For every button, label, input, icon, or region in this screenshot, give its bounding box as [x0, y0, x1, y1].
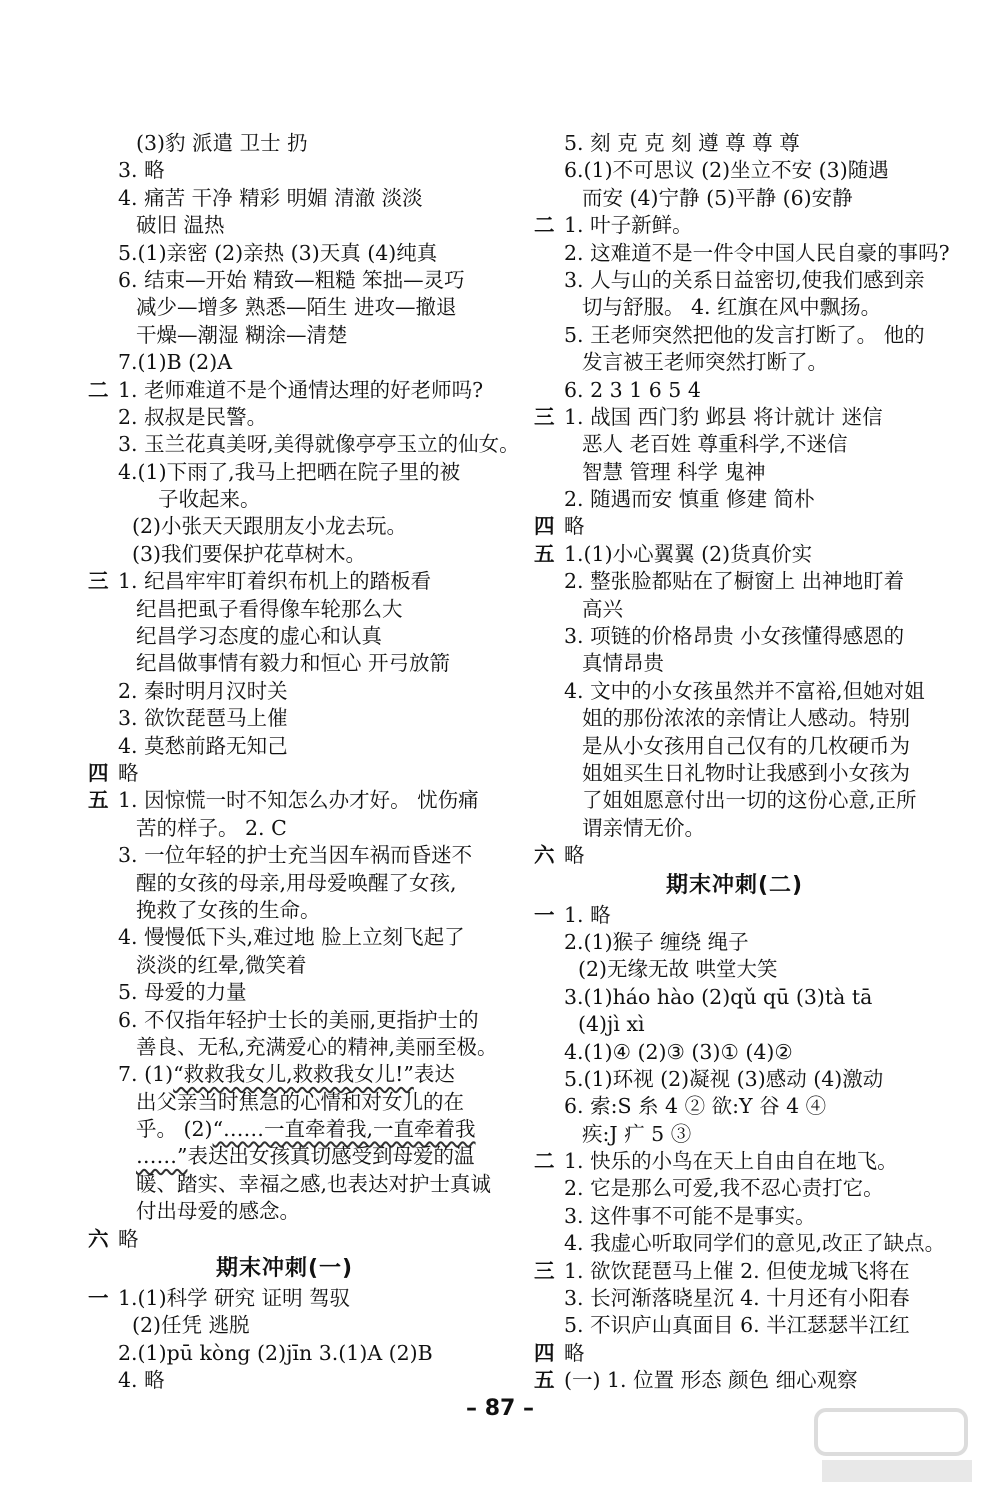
answer-text	[564, 212, 693, 239]
answer-text-main: 减少—增多 熟悉—陌生 进攻—撤退	[136, 295, 457, 320]
answer-text-main: 6. 2 3 1 6 5 4	[564, 377, 701, 402]
answer-text-main: 3. 玉兰花真美呀,美得就像亭亭玉立的仙女。	[118, 432, 520, 457]
answer-line	[88, 157, 483, 184]
answer-text-main: 4. 我虚心听取同学们的意见,改正了缺点。	[564, 1231, 946, 1256]
answer-text	[582, 650, 664, 677]
answer-text	[136, 1034, 498, 1061]
answer-line	[88, 787, 483, 814]
answer-text-main: 略	[564, 843, 585, 868]
answer-text	[564, 1367, 858, 1394]
answer-line	[88, 322, 483, 349]
answer-text-main: (2)小张天天跟朋友小龙去玩。	[132, 514, 408, 539]
answer-line	[534, 294, 954, 321]
answer-text-main: 3. 这件事不可能不是事实。	[564, 1203, 816, 1228]
answer-text	[564, 568, 904, 595]
answer-text-main: 2. 叔叔是民警。	[118, 404, 268, 429]
answer-text	[564, 984, 872, 1011]
answer-line	[88, 1116, 483, 1143]
answer-text	[582, 1121, 691, 1148]
answer-line	[88, 541, 483, 568]
answer-text	[582, 787, 917, 814]
answer-text-main: 6. 索:S 糸 4 ② 欲:Y 谷 4 ④	[564, 1094, 827, 1119]
answer-line	[88, 733, 483, 760]
answer-text-main: 2. 整张脸都贴在了橱窗上 出神地盯着	[564, 569, 905, 594]
answer-text-main: 2.(1)pū kòng (2)jīn 3.(1)A (2)B	[118, 1340, 433, 1365]
answer-line	[534, 1148, 954, 1175]
answer-text-main: 4.(1)下雨了,我马上把晒在院子里的被	[118, 459, 461, 484]
answer-text-main: 3. 略	[118, 158, 165, 183]
answer-text-main: 淡淡的红晕,微笑着	[136, 952, 307, 977]
section-marker: 六	[88, 1226, 109, 1251]
answer-line	[88, 431, 520, 458]
answer-text	[118, 979, 247, 1006]
answer-text-main: 2. 随遇而安 慎重 修建 简朴	[564, 487, 815, 512]
answer-line	[534, 130, 954, 157]
answer-text	[136, 623, 382, 650]
answer-text-rest: 表达出女孩真切感受到母爱的温	[187, 1144, 475, 1169]
answer-line	[534, 1340, 954, 1367]
answer-text	[578, 956, 778, 983]
answer-text	[582, 459, 766, 486]
answer-text	[564, 157, 889, 184]
answer-text-main: 1. 纪昌牢牢盯着织布机上的踏板看	[118, 569, 432, 594]
section-marker: 五	[88, 788, 109, 813]
answer-text	[564, 240, 950, 267]
section-title: 期末冲刺(二)	[666, 872, 804, 898]
answer-text	[118, 1367, 165, 1394]
section-marker: 一	[88, 1286, 109, 1311]
answer-text-main: 2. 秦时明月汉时关	[118, 678, 288, 703]
section-marker: 五	[534, 1368, 555, 1393]
answer-text	[118, 459, 460, 486]
answer-text-main: 疾:J 疒 5 ③	[582, 1121, 692, 1146]
answer-line	[88, 1340, 483, 1367]
answer-line	[534, 349, 954, 376]
answer-line	[88, 1171, 492, 1198]
answer-line	[88, 623, 483, 650]
answer-text	[118, 157, 165, 184]
answer-text	[118, 678, 288, 705]
answer-text	[118, 1061, 455, 1088]
answer-text	[118, 1285, 350, 1312]
watermark-logo	[812, 1404, 977, 1486]
answer-text-main: 切与舒服。 4. 红旗在风中飘扬。	[582, 295, 882, 320]
answer-line	[534, 212, 954, 239]
answer-text	[136, 322, 348, 349]
answer-text	[136, 870, 457, 897]
answer-line	[534, 185, 954, 212]
answer-line	[88, 870, 483, 897]
answer-line	[88, 1143, 483, 1170]
answer-text-main: 5. 母爱的力量	[118, 980, 247, 1005]
answer-text-main: 醒的女孩的母亲,用母爱唤醒了女孩,	[136, 870, 457, 895]
answer-text-main: 3.(1)háo hào (2)qǔ qū (3)tà tā	[564, 984, 873, 1009]
answer-line	[88, 349, 483, 376]
answer-text	[118, 1340, 433, 1367]
answer-text	[136, 897, 321, 924]
answer-text	[136, 1198, 300, 1225]
answer-line	[534, 902, 954, 929]
answer-line	[534, 404, 954, 431]
answer-line	[534, 513, 954, 540]
answer-line	[88, 815, 483, 842]
answer-text-main: 略	[118, 1226, 139, 1251]
answer-text	[564, 929, 749, 956]
answer-line	[534, 568, 954, 595]
answer-text-main: 7. (1)	[118, 1062, 174, 1087]
answer-text	[564, 541, 812, 568]
answer-text-main: 发言被王老师突然打断了。	[582, 350, 828, 375]
answer-line	[534, 1312, 954, 1339]
answer-line	[88, 294, 483, 321]
answer-line	[534, 929, 954, 956]
answer-text	[564, 377, 701, 404]
answer-line	[534, 486, 954, 513]
answer-text	[564, 623, 904, 650]
answer-text	[564, 1148, 898, 1175]
answer-line	[88, 1007, 483, 1034]
answer-line	[534, 733, 954, 760]
answer-text	[136, 815, 287, 842]
answer-text-main: 1. 略	[564, 902, 611, 927]
answer-text-main: (一) 1. 位置 形态 颜色 细心观察	[564, 1368, 858, 1393]
answer-text	[564, 322, 925, 349]
answer-line	[88, 185, 483, 212]
answer-text-main: 而安 (4)宁静 (5)平静 (6)安静	[582, 185, 853, 210]
section-marker: 四	[534, 514, 555, 539]
answer-text-main: 姐的那份浓浓的亲情让人感动。特别	[582, 706, 910, 731]
answer-text-main: (4)jì xì	[578, 1012, 645, 1037]
answer-text	[564, 1093, 826, 1120]
answer-text-main: 付出母爱的感念。	[136, 1199, 300, 1224]
answer-text-main: 子收起来。	[158, 487, 261, 512]
answer-text-main: 4. 莫愁前路无知己	[118, 733, 288, 758]
answer-line	[88, 212, 483, 239]
answer-text-main: 5. 刻 克 克 刻 遵 尊 尊 尊	[564, 131, 800, 155]
answer-line	[534, 1175, 954, 1202]
answer-text	[582, 815, 705, 842]
answer-text	[136, 294, 457, 321]
answer-line	[88, 952, 483, 979]
answer-text-main: (2)无缘无故 哄堂大笑	[578, 957, 778, 982]
section-marker: 二	[534, 1149, 555, 1174]
answer-text-main: 4. 痛苦 干净 精彩 明媚 清澈 淡淡	[118, 185, 423, 210]
answer-line	[88, 1367, 483, 1394]
answer-text-main: 1. 因惊慌一时不知怎么办才好。 忧伤痛	[118, 788, 479, 813]
answer-text	[582, 733, 910, 760]
answer-text-main: 略	[564, 514, 585, 539]
answer-line	[534, 1230, 954, 1257]
answer-line	[88, 486, 483, 513]
answer-line	[88, 596, 483, 623]
answer-text	[136, 130, 308, 157]
answer-line	[534, 815, 954, 842]
answer-text	[118, 349, 232, 376]
quoted-text-wavy-underline: “救救我女儿,救救我女儿!”	[173, 1062, 414, 1087]
answer-text-main: 姐姐买生日礼物时让我感到小女孩为	[582, 760, 910, 785]
right-column	[534, 130, 954, 1395]
answer-text	[136, 1143, 474, 1170]
answer-text-main: 3. 人与山的关系日益密切,使我们感到亲	[564, 267, 925, 292]
answer-line	[88, 1034, 498, 1061]
answer-text-main: 2. 它是那么可爱,我不忍心责打它。	[564, 1176, 884, 1201]
answer-text	[564, 902, 611, 929]
answer-line	[534, 678, 954, 705]
answer-line	[88, 1089, 483, 1116]
answer-text-main: 4. 慢慢低下头,难过地 脸上立刻飞起了	[118, 925, 465, 950]
answer-text-main: 是从小女孩用自己仅有的几枚硬币为	[582, 733, 910, 758]
answer-text	[564, 513, 585, 540]
answer-line	[88, 377, 483, 404]
answer-text	[564, 842, 585, 869]
quoted-text-wavy-underline: ……”	[136, 1144, 188, 1169]
answer-line	[534, 541, 954, 568]
section-marker: 一	[534, 902, 555, 927]
answer-text	[118, 267, 465, 294]
answer-line	[534, 1367, 954, 1394]
answer-text	[118, 377, 483, 404]
answer-text	[564, 1312, 910, 1339]
answer-text-main: 苦的样子。 2. C	[136, 815, 287, 840]
answer-text	[564, 1175, 884, 1202]
answer-line	[534, 377, 954, 404]
answer-line	[534, 760, 954, 787]
answer-text	[136, 1171, 491, 1198]
answer-line	[534, 984, 954, 1011]
section-marker: 四	[88, 760, 109, 785]
answer-text-main: 暖、踏实、幸福之感,也表达对护士真诚	[136, 1171, 492, 1196]
answer-text	[578, 1011, 645, 1038]
answer-text	[564, 1285, 910, 1312]
answer-line	[88, 897, 483, 924]
answer-line	[88, 1253, 483, 1285]
answer-line	[88, 1285, 483, 1312]
answer-text	[118, 1226, 139, 1253]
answer-text-main: 1. 叶子新鲜。	[564, 213, 693, 238]
answer-line	[534, 1093, 954, 1120]
answer-text-main: 智慧 管理 科学 鬼神	[582, 459, 766, 484]
section-marker: 六	[534, 843, 555, 868]
answer-line	[88, 1312, 483, 1339]
answer-text-main: 谓亲情无价。	[582, 815, 705, 840]
answer-text	[564, 1230, 945, 1257]
answer-text	[582, 349, 828, 376]
answer-line	[88, 568, 483, 595]
answer-line	[534, 1039, 954, 1066]
answer-text-main: 善良、无私,充满爱心的精神,美丽至极。	[136, 1034, 498, 1059]
section-marker: 二	[534, 213, 555, 238]
answer-text	[118, 842, 472, 869]
answer-line	[88, 1226, 483, 1253]
answer-text	[564, 267, 925, 294]
answer-line	[88, 1061, 483, 1088]
answer-text	[564, 1039, 793, 1066]
answer-text-main: 2.(1)猴子 缠绕 绳子	[564, 929, 749, 954]
answer-text	[118, 924, 465, 951]
answer-text-main: 5.(1)亲密 (2)亲热 (3)天真 (4)纯真	[118, 240, 438, 265]
section-marker: 三	[534, 1258, 555, 1283]
page-number: – 87 –	[466, 1396, 534, 1421]
answer-text-main: 恶人 老百姓 尊重科学,不迷信	[582, 432, 848, 457]
answer-text	[136, 1089, 464, 1116]
answer-text	[564, 1258, 910, 1285]
answer-text	[582, 705, 910, 732]
answer-line	[88, 678, 483, 705]
answer-text-main: 4.(1)④ (2)③ (3)① (4)②	[564, 1039, 793, 1064]
answer-line	[534, 322, 954, 349]
answer-text	[136, 650, 450, 677]
answer-line	[534, 870, 954, 902]
answer-line	[534, 705, 954, 732]
answer-line	[534, 240, 954, 267]
section-marker: 三	[534, 404, 555, 429]
answer-text	[582, 294, 881, 321]
answer-text	[118, 240, 437, 267]
answer-line	[534, 596, 954, 623]
answer-line	[534, 1066, 954, 1093]
answer-text-main: 1. 战国 西门豹 邺县 将计就计 迷信	[564, 404, 883, 429]
answer-text	[132, 541, 366, 568]
answer-line	[534, 431, 954, 458]
answer-line	[534, 157, 954, 184]
answer-text-main: 破旧 温热	[136, 213, 225, 238]
answer-line	[88, 459, 483, 486]
answer-text	[118, 568, 431, 595]
answer-text	[582, 185, 853, 212]
answer-text-main: 乎。 (2)	[136, 1117, 213, 1142]
answer-line	[534, 267, 954, 294]
answer-text-main: 1.(1)科学 研究 证明 驾驭	[118, 1286, 351, 1311]
answer-text	[118, 787, 479, 814]
answer-text	[136, 952, 307, 979]
answer-line	[88, 760, 483, 787]
answer-text-main: 略	[564, 1340, 585, 1365]
answer-line	[88, 924, 483, 951]
section-marker: 五	[534, 541, 555, 566]
answer-text	[564, 1066, 883, 1093]
answer-line	[534, 623, 954, 650]
answer-text	[132, 1312, 250, 1339]
answer-line	[534, 1258, 954, 1285]
answer-text-main: 6. 不仅指年轻护士长的美丽,更指护士的	[118, 1007, 479, 1032]
answer-text-main: 纪昌学习态度的虚心和认真	[136, 624, 382, 649]
answer-text	[118, 760, 139, 787]
answer-line	[88, 240, 483, 267]
answer-text-main: 1. 欲饮琵琶马上催 2. 但使龙城飞将在	[564, 1258, 910, 1283]
answer-line	[534, 1011, 954, 1038]
answer-line	[534, 787, 954, 814]
answer-text	[136, 1116, 476, 1143]
answer-line	[88, 705, 483, 732]
section-marker: 二	[88, 377, 109, 402]
answer-text-main: 5. 王老师突然把他的发言打断了。 他的	[564, 322, 925, 347]
answer-text	[564, 1203, 816, 1230]
answer-text-main: 1.(1)小心翼翼 (2)货真价实	[564, 541, 813, 566]
answer-text	[564, 1340, 585, 1367]
section-title: 期末冲刺(一)	[216, 1256, 354, 1282]
answer-text	[132, 513, 407, 540]
answer-text-main: 7.(1)B (2)A	[118, 350, 233, 375]
answer-text	[118, 185, 423, 212]
left-column	[88, 130, 520, 1395]
answer-text	[582, 760, 910, 787]
answer-text-main: 3. 项链的价格昂贵 小女孩懂得感恩的	[564, 624, 905, 649]
answer-text-main: 高兴	[582, 596, 623, 621]
answer-text	[118, 431, 520, 458]
answer-text	[118, 733, 288, 760]
answer-text-main: 纪昌做事情有毅力和恒心 开弓放箭	[136, 651, 451, 676]
answer-text-main: 6.(1)不可思议 (2)坐立不安 (3)随遇	[564, 158, 889, 183]
answer-line	[88, 267, 483, 294]
answer-line	[88, 842, 483, 869]
answer-text-main: 4. 文中的小女孩虽然并不富裕,但她对姐	[564, 678, 925, 703]
answer-text-main: 6. 结束—开始 精致—粗糙 笨拙—灵巧	[118, 267, 465, 292]
answer-line	[534, 842, 954, 869]
answer-text-main: 3. 欲饮琵琶马上催	[118, 706, 288, 731]
answer-line	[534, 650, 954, 677]
answer-text-main: (3)豹 派遣 卫士 扔	[136, 131, 308, 155]
answer-text	[158, 486, 261, 513]
answer-line	[88, 650, 483, 677]
answer-text	[564, 404, 883, 431]
answer-line	[88, 1198, 483, 1225]
answer-text-main: 3. 长河渐落晓星沉 4. 十月还有小阳春	[564, 1286, 910, 1311]
answer-text-main: 5. 不识庐山真面目 6. 半江瑟瑟半江红	[564, 1313, 910, 1338]
answer-text-main: 2. 这难道不是一件令中国人民自豪的事吗?	[564, 240, 950, 265]
answer-text	[136, 212, 225, 239]
answer-text-main: 干燥—潮湿 糊涂—清楚	[136, 322, 348, 347]
answer-text-main: 了姐姐愿意付出一切的这份心意,正所	[582, 788, 917, 813]
answer-text	[118, 705, 288, 732]
answer-line	[88, 130, 483, 157]
answer-line	[88, 513, 483, 540]
quoted-text-wavy-underline: “……一直牵着我,一直牵着我	[212, 1117, 476, 1142]
answer-text-main: 4. 略	[118, 1368, 165, 1393]
answer-line	[534, 1121, 954, 1148]
answer-text	[582, 431, 848, 458]
answer-text-main: 出父亲当时焦急的心情和对女儿的在	[136, 1089, 464, 1114]
answer-text-main: (3)我们要保护花草树木。	[132, 541, 367, 566]
answer-line	[534, 956, 954, 983]
answer-text	[564, 130, 800, 157]
answer-text-main: 5.(1)环视 (2)凝视 (3)感动 (4)激动	[564, 1066, 884, 1091]
section-marker: 四	[534, 1340, 555, 1365]
answer-text-main: 3. 一位年轻的护士充当因车祸而昏迷不	[118, 843, 473, 868]
answer-text-main: 挽救了女孩的生命。	[136, 897, 321, 922]
answer-text	[564, 486, 815, 513]
answer-text	[136, 596, 403, 623]
answer-text-rest: 表达	[413, 1062, 455, 1087]
answer-line	[534, 1203, 954, 1230]
answer-text	[118, 404, 267, 431]
answer-line	[88, 404, 483, 431]
answer-text-main: (2)任凭 逃脱	[132, 1313, 250, 1338]
answer-text-main: 1. 快乐的小鸟在天上自由自在地飞。	[564, 1149, 898, 1174]
answer-text-main: 纪昌把虱子看得像车轮那么大	[136, 596, 403, 621]
answer-text-main: 1. 老师难道不是个通情达理的好老师吗?	[118, 377, 484, 402]
answer-line	[534, 459, 954, 486]
answer-text	[118, 1007, 479, 1034]
section-marker: 三	[88, 569, 109, 594]
answer-text-main: 略	[118, 760, 139, 785]
answer-line	[534, 1285, 954, 1312]
answer-text-main: 真情昂贵	[582, 651, 664, 676]
answer-text	[564, 678, 925, 705]
answer-line	[88, 979, 483, 1006]
answer-text	[582, 596, 623, 623]
